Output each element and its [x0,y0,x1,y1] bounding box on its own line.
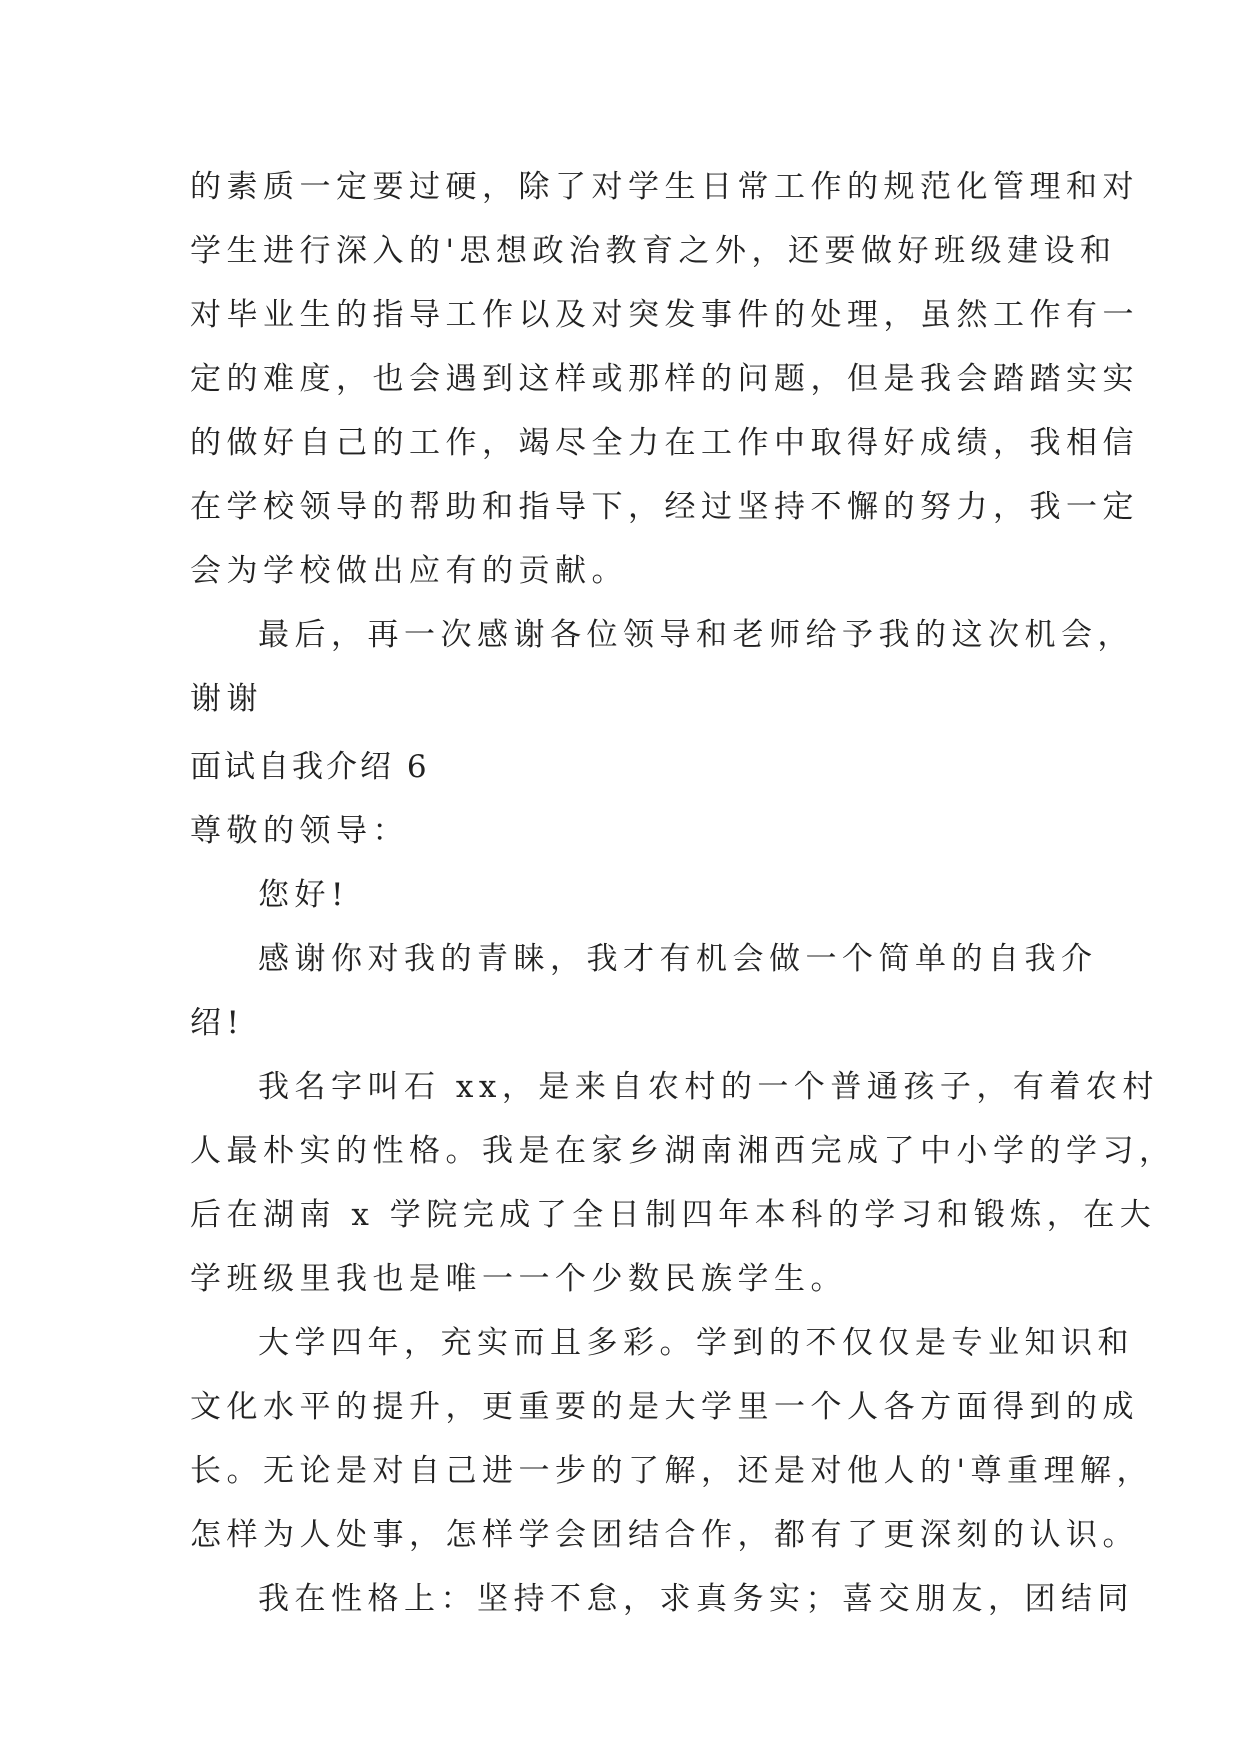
lower-text-block [190,735,1176,1631]
college-paragraph [190,1311,1154,1567]
paragraph-line: 后在湖南 x 学院完成了全日制四年本科的学习和锻炼，在大 [190,1197,1157,1233]
paragraph-line: 人最朴实的性格。我是在家乡湖南湘西完成了中小学的学习， [190,1133,1176,1169]
paragraph-line: 我名字叫石 xx，是来自农村的一个普通孩子，有着农村 [258,1069,1159,1105]
personality-paragraph [190,1567,1134,1631]
section-title: 面试自我介绍 6 [190,749,430,785]
paragraph-line: 学生进行深入的'思想政治教育之外，还要做好班级建设和 [190,233,1117,269]
paragraph-line: 最后，再一次感谢各位领导和老师给予我的这次机会， [258,617,1134,653]
paragraph-line: 定的难度，也会遇到这样或那样的问题，但是我会踏踏实实 [190,361,1139,397]
paragraph-line: 我在性格上：坚持不怠，求真务实；喜交朋友，团结同 [258,1581,1134,1617]
paragraph-line: 长。无论是对自己进一步的了解，还是对他人的'尊重理解， [190,1453,1154,1489]
paragraph-line: 的素质一定要过硬，除了对学生日常工作的规范化管理和对 [190,169,1139,205]
paragraph-line: 的做好自己的工作，竭尽全力在工作中取得好成绩，我相信 [190,425,1139,461]
upper-text-block [190,155,1139,731]
paragraph-line: 大学四年，充实而且多彩。学到的不仅仅是专业知识和 [258,1325,1134,1361]
paragraph-line: 谢谢 [190,681,263,717]
paragraph-line: 会为学校做出应有的贡献。 [190,553,628,589]
paragraph-line: 在学校领导的帮助和指导下，经过坚持不懈的努力，我一定 [190,489,1139,525]
paragraph-line: 文化水平的提升，更重要的是大学里一个人各方面得到的成 [190,1389,1139,1425]
intro-paragraph [190,1055,1176,1311]
paragraph-line: 学班级里我也是唯一一个少数民族学生。 [190,1261,847,1297]
paragraph-line: 对毕业生的指导工作以及对突发事件的处理，虽然工作有一 [190,297,1139,333]
greeting: 您好! [258,877,349,913]
thanks-paragraph [190,927,1098,1055]
paragraph-line: 绍! [190,1005,245,1041]
salutation: 尊敬的领导： [190,813,409,849]
paragraph-line: 怎样为人处事，怎样学会团结合作，都有了更深刻的认识。 [190,1517,1139,1553]
paragraph-line: 感谢你对我的青睐，我才有机会做一个简单的自我介 [258,941,1098,977]
closing-paragraph [190,603,1134,731]
continued-paragraph [190,155,1139,603]
